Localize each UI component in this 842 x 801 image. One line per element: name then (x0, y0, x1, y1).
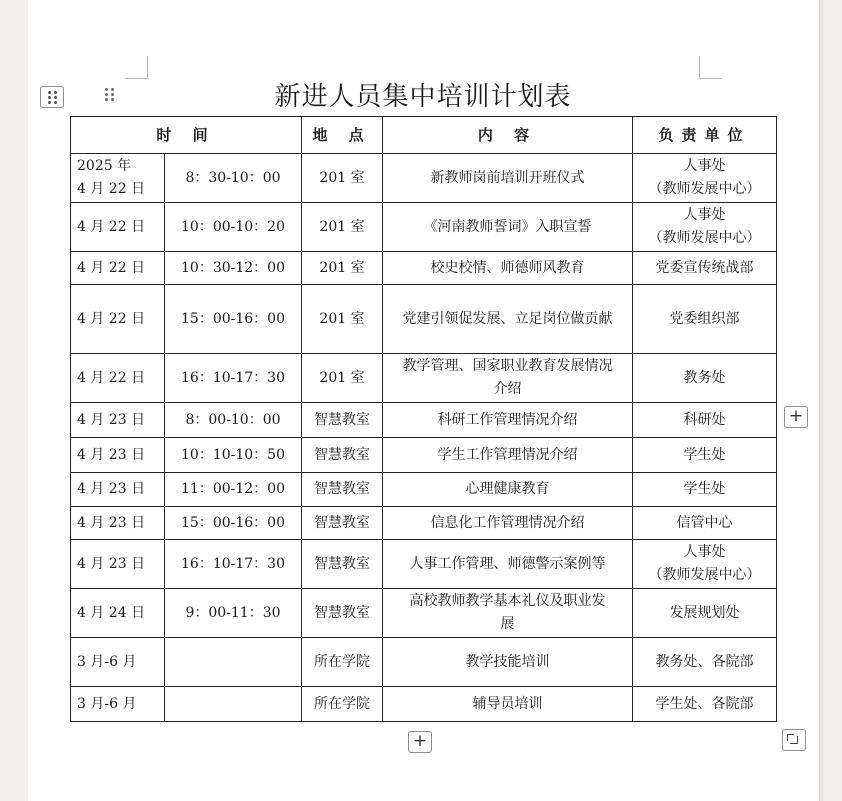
content-cell[interactable]: 党建引领促发展、立足岗位做贡献 (383, 285, 633, 354)
date-cell[interactable]: 3 月-6 月 (71, 687, 165, 722)
table-resize-handle[interactable] (782, 729, 806, 751)
time-cell[interactable]: 10：00-10：20 (165, 203, 302, 252)
header-time: 时 间 (71, 117, 302, 154)
add-column-button[interactable]: + (784, 406, 808, 428)
crop-mark-top-right (699, 56, 722, 79)
unit-cell[interactable]: 发展规划处 (633, 589, 777, 638)
time-cell[interactable]: 9：00-11：30 (165, 589, 302, 638)
time-cell[interactable]: 8：00-10：00 (165, 403, 302, 438)
unit-cell[interactable] (633, 154, 777, 203)
table-row (71, 285, 777, 354)
time-cell[interactable]: 8：30-10：00 (165, 154, 302, 203)
content-cell[interactable]: 心理健康教育 (383, 473, 633, 507)
content-cell[interactable]: 信息化工作管理情况介绍 (383, 507, 633, 540)
unit-cell[interactable] (633, 203, 777, 252)
table-row (71, 403, 777, 438)
unit-text-line2: （教师发展中心） (648, 230, 761, 246)
table-row (71, 252, 777, 285)
table-row (71, 687, 777, 722)
unit-cell[interactable]: 信管中心 (633, 507, 777, 540)
unit-cell[interactable]: 教务处 (633, 354, 777, 403)
grip-icon (48, 91, 57, 104)
unit-cell[interactable]: 科研处 (633, 403, 777, 438)
content-text-line2: 展 (500, 616, 515, 632)
unit-cell[interactable]: 党委宣传统战部 (633, 252, 777, 285)
content-cell[interactable]: 辅导员培训 (383, 687, 633, 722)
date-cell[interactable]: 4 月 23 日 (71, 540, 165, 589)
table-row (71, 154, 777, 203)
date-text: 2025 年 (77, 158, 132, 174)
unit-text: 人事处 (683, 207, 726, 223)
content-cell[interactable]: 教学技能培训 (383, 638, 633, 687)
table-header-row (71, 117, 777, 154)
place-cell[interactable]: 智慧教室 (302, 473, 383, 507)
content-text: 教学管理、国家职业教育发展情况 (402, 358, 613, 374)
unit-cell[interactable]: 学生处 (633, 438, 777, 473)
place-cell[interactable]: 201 室 (302, 354, 383, 403)
time-cell[interactable]: 15：00-16：00 (165, 285, 302, 354)
table-row (71, 354, 777, 403)
date-cell[interactable] (71, 154, 165, 203)
time-cell[interactable]: 10：30-12：00 (165, 252, 302, 285)
time-cell[interactable]: 10：10-10：50 (165, 438, 302, 473)
content-cell[interactable] (383, 589, 633, 638)
unit-cell[interactable] (633, 540, 777, 589)
training-plan-table (70, 116, 777, 722)
content-cell[interactable]: 校史校情、师德师风教育 (383, 252, 633, 285)
time-cell[interactable] (165, 687, 302, 722)
content-cell[interactable] (383, 354, 633, 403)
place-cell[interactable]: 智慧教室 (302, 540, 383, 589)
content-cell[interactable]: 学生工作管理情况介绍 (383, 438, 633, 473)
unit-text: 人事处 (683, 544, 726, 560)
unit-cell[interactable]: 学生处、各院部 (633, 687, 777, 722)
date-cell[interactable]: 4 月 23 日 (71, 507, 165, 540)
date-cell[interactable]: 4 月 22 日 (71, 252, 165, 285)
table-row (71, 589, 777, 638)
content-cell[interactable]: 科研工作管理情况介绍 (383, 403, 633, 438)
content-cell[interactable]: 新教师岗前培训开班仪式 (383, 154, 633, 203)
content-text-line2: 介绍 (493, 381, 522, 397)
place-cell[interactable]: 智慧教室 (302, 507, 383, 540)
unit-cell[interactable]: 教务处、各院部 (633, 638, 777, 687)
content-cell[interactable]: 《河南教师誓词》入职宣誓 (383, 203, 633, 252)
unit-cell[interactable]: 学生处 (633, 473, 777, 507)
place-cell[interactable]: 智慧教室 (302, 403, 383, 438)
date-cell[interactable]: 4 月 22 日 (71, 203, 165, 252)
time-cell[interactable]: 16：10-17：30 (165, 540, 302, 589)
place-cell[interactable]: 201 室 (302, 154, 383, 203)
crop-mark-top-left (125, 56, 148, 79)
header-place: 地 点 (302, 117, 383, 154)
place-cell[interactable]: 智慧教室 (302, 589, 383, 638)
place-cell[interactable]: 201 室 (302, 252, 383, 285)
unit-text-line2: （教师发展中心） (648, 181, 761, 197)
time-cell[interactable]: 16：10-17：30 (165, 354, 302, 403)
place-cell[interactable]: 201 室 (302, 285, 383, 354)
place-cell[interactable]: 所在学院 (302, 638, 383, 687)
date-cell[interactable]: 4 月 23 日 (71, 403, 165, 438)
place-cell[interactable]: 201 室 (302, 203, 383, 252)
date-cell[interactable]: 4 月 23 日 (71, 473, 165, 507)
table-row (71, 638, 777, 687)
date-cell[interactable]: 4 月 22 日 (71, 285, 165, 354)
header-unit: 负责单位 (633, 117, 777, 154)
add-row-button[interactable]: + (408, 731, 432, 753)
content-text: 高校教师教学基本礼仪及职业发 (409, 593, 606, 609)
place-cell[interactable]: 所在学院 (302, 687, 383, 722)
unit-text: 人事处 (683, 158, 726, 174)
unit-cell[interactable]: 党委组织部 (633, 285, 777, 354)
page-edge (819, 0, 823, 801)
document-title: 新进人员集中培训计划表 (274, 82, 572, 112)
table-row (71, 438, 777, 473)
date-cell[interactable]: 4 月 24 日 (71, 589, 165, 638)
time-cell[interactable]: 15：00-16：00 (165, 507, 302, 540)
date-cell[interactable]: 4 月 23 日 (71, 438, 165, 473)
time-cell[interactable] (165, 638, 302, 687)
place-cell[interactable]: 智慧教室 (302, 438, 383, 473)
unit-text-line2: （教师发展中心） (648, 567, 761, 583)
time-cell[interactable]: 11：00-12：00 (165, 473, 302, 507)
table-row (71, 473, 777, 507)
date-cell[interactable]: 3 月-6 月 (71, 638, 165, 687)
date-text-line2: 4 月 22 日 (77, 181, 146, 197)
table-row (71, 203, 777, 252)
table-row (71, 507, 777, 540)
header-content: 内 容 (383, 117, 633, 154)
table-row (71, 540, 777, 589)
content-cell[interactable]: 人事工作管理、师德警示案例等 (383, 540, 633, 589)
table-move-handle[interactable] (40, 86, 64, 108)
date-cell[interactable]: 4 月 22 日 (71, 354, 165, 403)
